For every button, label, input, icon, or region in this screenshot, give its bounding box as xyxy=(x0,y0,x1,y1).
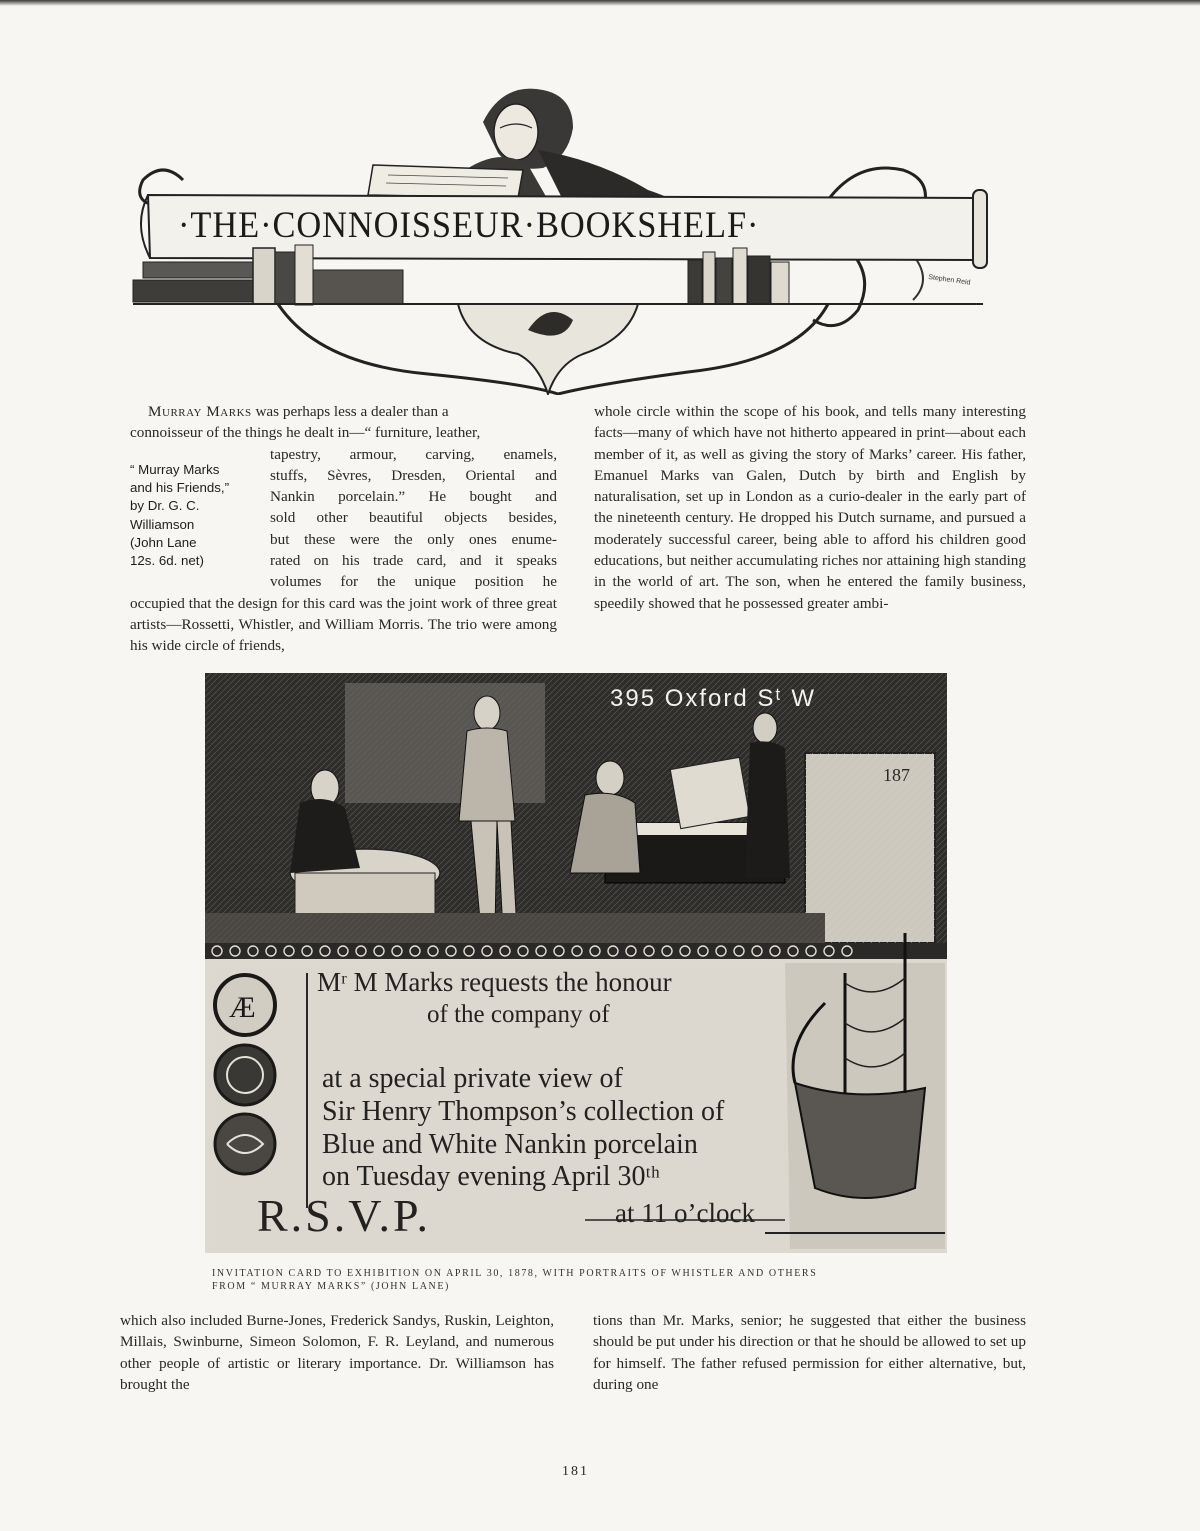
review-first-line: Murray Marks was perhaps less a dealer than a xyxy=(148,403,449,420)
review-column-2 xyxy=(594,401,1026,614)
card-line-4: Sir Henry Thompson’s collection of xyxy=(322,1096,725,1127)
card-rsvp: R.S.V.P. xyxy=(257,1190,432,1241)
review-paragraph: whole circle within the scope of his book, and tells many interesting facts—many of which have not hitherto appeared in print—about each member of it, as well as giving the story of Marks’ career. His father, Emanuel Marks van Galen, Dutch by birth and English by naturalisation, set up in London as a curio-dealer in the early part of the nineteenth century. He dropped his Dutch surname, and pursued a moderately successful career, being able to afford his children good educations, but neither accumulating riches nor attaining high standing in the world of art. The son, when he entered the family business, speedily showed that he possessed greater ambi- xyxy=(594,403,1026,612)
page-edge xyxy=(0,0,1200,6)
card-line-6: on Tuesday evening April 30ᵗʰ xyxy=(322,1161,660,1192)
review-wrap-block: tapestry, armour, carving, enamels, stuffs, Sèvres, Dresden, Oriental and Nankin porcelain.” He bought and sold other beautiful objects besides, but these were the only ones enume- rated on his trade card, and it speaks volumes for the unique position he xyxy=(270,445,557,591)
book-sidenote: “ Murray Marks and his Friends,” by Dr. G. C. Williamson (John Lane 12s. 6d. net) xyxy=(130,462,230,569)
card-line-1: Mʳ M Marks requests the honour xyxy=(317,967,672,997)
figure-caption: INVITATION CARD TO EXHIBITION ON APRIL 30, 1878, WITH PORTRAITS OF WHISTLER AND OTHERS FROM “ MURRAY MARKS” (JOHN LANE) xyxy=(212,1268,818,1292)
section-title: ·THE·CONNOISSEUR·BOOKSHELF· xyxy=(178,205,760,246)
card-line-5: Blue and White Nankin porcelain xyxy=(322,1129,698,1160)
svg-text:Æ: Æ xyxy=(229,991,256,1024)
page-number: 181 xyxy=(562,1464,589,1479)
card-time: at 11 o’clock xyxy=(615,1198,755,1228)
headpiece-illustration xyxy=(128,80,988,395)
card-line-2: of the company of xyxy=(427,1001,610,1028)
review-column-3 xyxy=(120,1310,554,1395)
reviewed-subject: Murray Marks xyxy=(148,403,252,420)
review-paragraph: occupied that the design for this card was the joint work of three great artists—Rossetti, Whistler, and William Morris. The trio were among his wide circle of friends, xyxy=(130,594,557,655)
card-year: 187 xyxy=(883,765,910,785)
card-address: 395 Oxford Sᵗ W xyxy=(610,685,817,712)
artist-signature: Stephen Reid xyxy=(927,273,971,287)
card-line-3: at a special private view of xyxy=(322,1063,623,1094)
review-paragraph: tions than Mr. Marks, senior; he suggested that either the business should be put under his direction or that he should be allowed to set up for himself. The father refused permission for either alternative, but, during one xyxy=(593,1312,1026,1393)
review-column-4 xyxy=(593,1310,1026,1395)
invitation-card-illustration xyxy=(205,673,947,1253)
review-paragraph: which also included Burne-Jones, Frederick Sandys, Ruskin, Leighton, Millais, Swinburne, Simeon Solomon, F. R. Leyland, and numerous other people of artistic or literary importance. Dr. Williamson has brought the xyxy=(120,1312,554,1393)
review-line: connoisseur of the things he dealt in—“ furniture, leather, xyxy=(130,424,481,442)
